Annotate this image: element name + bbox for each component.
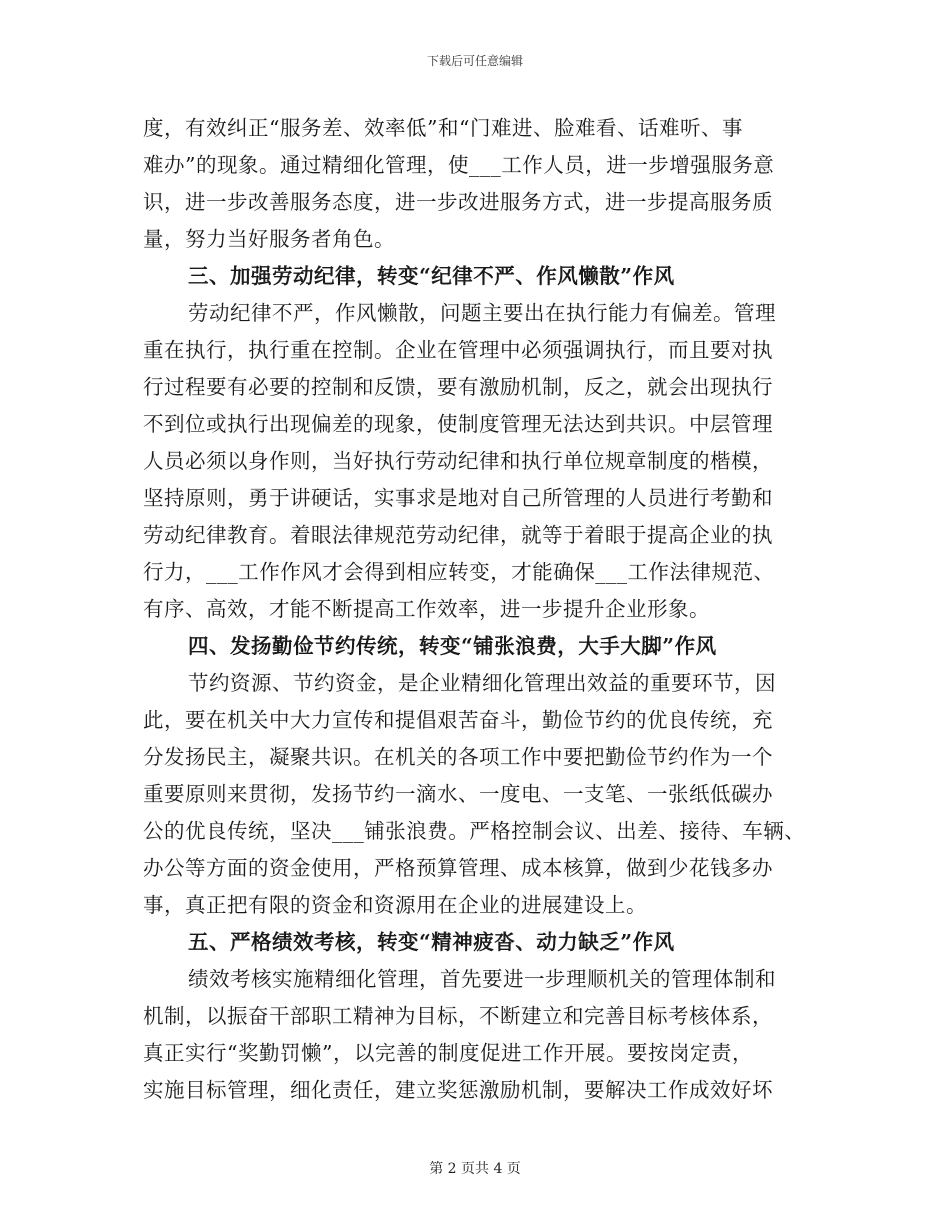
body-text-line: 重在执行，执行重在控制。企业在管理中必须强调执行，而且要对执 [143,338,773,362]
body-text-line: 公的优良传统，坚决___铺张浪费。严格控制会议、出差、接待、车辆、 [143,819,806,843]
section-heading: 五、严格绩效考核，转变“精神疲沓、动力缺乏”作风 [188,930,675,954]
page-header: 下载后可任意编辑 [426,54,523,68]
document-body [143,110,823,1109]
body-text-line: 办公等方面的资金使用，严格预算管理、成本核算，做到少花钱多办 [143,856,773,880]
section-heading: 四、发扬勤俭节约传统，转变“铺张浪费，大手大脚”作风 [188,634,717,658]
body-text-line: 实施目标管理，细化责任，建立奖惩激励机制，要解决工作成效好坏 [143,1078,773,1102]
body-text-line: 节约资源、节约资金，是企业精细化管理出效益的重要环节，因 [188,671,776,695]
body-text-line: 行过程要有必要的控制和反馈，要有激励机制，反之，就会出现执行 [143,375,773,399]
body-text-line: 行力，___工作作风才会得到相应转变，才能确保___工作法律规范、 [143,560,775,584]
body-text-line: 有序、高效，才能不断提高工作效率，进一步提升企业形象。 [143,597,710,621]
body-text-line: 绩效考核实施精细化管理，首先要进一步理顺机关的管理体制和 [188,967,776,991]
body-text-line: 坚持原则，勇于讲硬话，实事求是地对自己所管理的人员进行考勤和 [143,486,773,510]
body-text-line: 不到位或执行出现偏差的现象，使制度管理无法达到共识。中层管理 [143,412,773,436]
body-text-line: 识，进一步改善服务态度，进一步改进服务方式，进一步提高服务质 [143,190,773,214]
page-footer: 第 2 页共 4 页 [429,1161,521,1177]
body-text-line: 真正实行“奖勤罚懒”，以完善的制度促进工作开展。要按岗定责， [143,1041,753,1065]
body-text-line: 分发扬民主，凝聚共识。在机关的各项工作中要把勤俭节约作为一个 [143,745,773,769]
body-text-line: 事，真正把有限的资金和资源用在企业的进展建设上。 [143,893,647,917]
body-text-line: 机制，以振奋干部职工精神为目标，不断建立和完善目标考核体系， [143,1004,773,1028]
body-text-line: 劳动纪律不严，作风懒散，问题主要出在执行能力有偏差。管理 [188,301,776,325]
body-text-line: 重要原则来贯彻，发扬节约一滴水、一度电、一支笔、一张纸低碳办 [143,782,773,806]
body-text-line: 度，有效纠正“服务差、效率低”和“门难进、脸难看、话难听、事 [143,116,743,140]
body-text-line: 量，努力当好服务者角色。 [143,227,395,251]
body-text-line: 难办”的现象。通过精细化管理，使___工作人员，进一步增强服务意 [143,153,775,177]
section-heading: 三、加强劳动纪律，转变“纪律不严、作风懒散”作风 [188,264,675,288]
body-text-line: 此，要在机关中大力宣传和提倡艰苦奋斗，勤俭节约的优良传统，充 [143,708,773,732]
body-text-line: 人员必须以身作则，当好执行劳动纪律和执行单位规章制度的楷模， [143,449,773,473]
body-text-line: 劳动纪律教育。着眼法律规范劳动纪律，就等于着眼于提高企业的执 [143,523,773,547]
